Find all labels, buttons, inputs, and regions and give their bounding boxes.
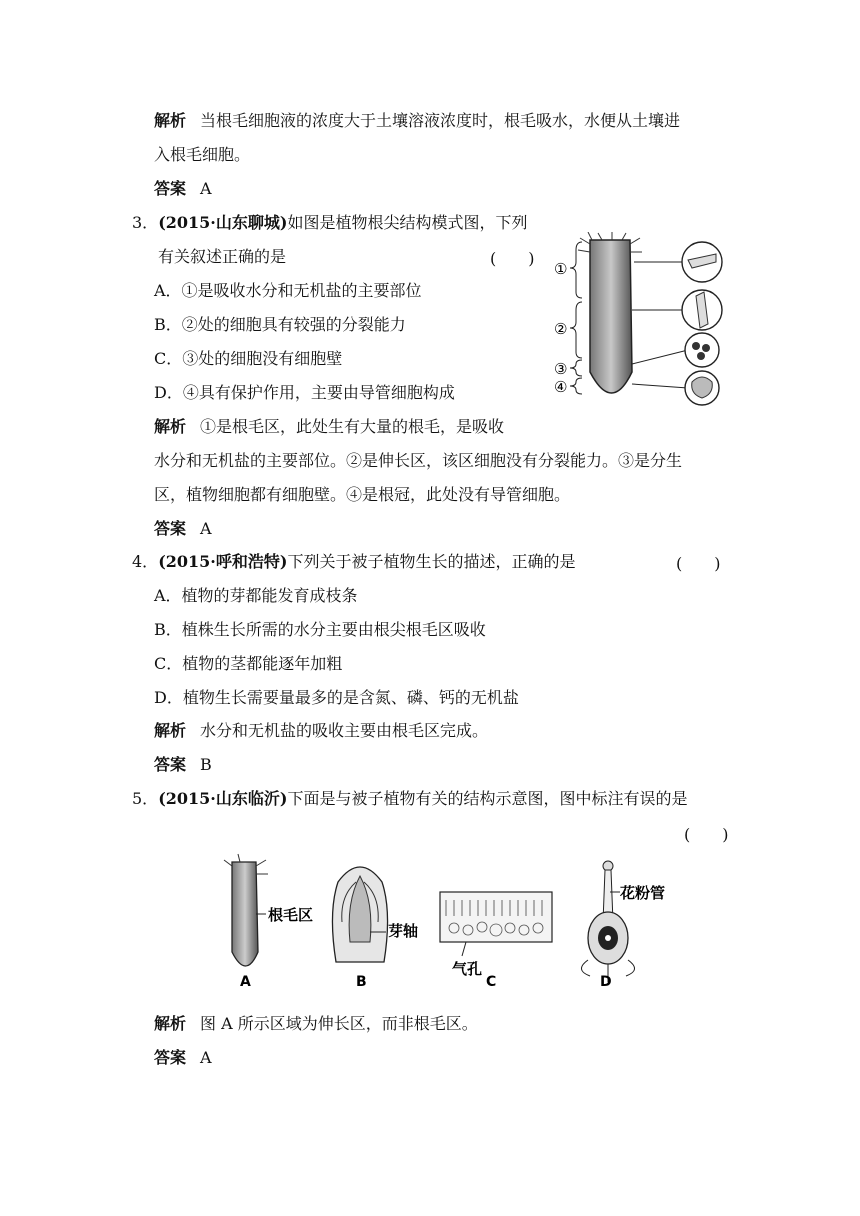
question-number: 5． bbox=[132, 789, 159, 808]
label-pollen-tube: 花粉管 bbox=[620, 884, 666, 902]
figure-a-root-tip bbox=[224, 854, 313, 966]
analysis-label: 解析 bbox=[154, 417, 187, 436]
label-3: ③ bbox=[554, 360, 568, 378]
answer-label: 答案 bbox=[154, 1048, 187, 1067]
q4-answer bbox=[154, 754, 212, 776]
q2-analysis-line2: 入根毛细胞。 bbox=[154, 145, 251, 164]
answer-label: 答案 bbox=[154, 755, 187, 774]
label-4: ④ bbox=[554, 378, 568, 396]
q5-answer bbox=[154, 1047, 212, 1069]
answer-value: A bbox=[200, 519, 212, 538]
analysis-text: 当根毛细胞液的浓度大于土壤溶液浓度时，根毛吸水，水便从土壤进 bbox=[200, 111, 681, 130]
plant-structures-figure bbox=[210, 852, 680, 992]
meristem-cell-circle bbox=[685, 333, 719, 367]
q3-option-b: B．②处的细胞具有较强的分裂能力 bbox=[154, 315, 406, 334]
label-1: ① bbox=[554, 260, 568, 278]
q3-analysis-line1 bbox=[154, 416, 504, 438]
label-stoma: 气孔 bbox=[452, 960, 483, 978]
label-2: ② bbox=[554, 320, 568, 338]
q4-option-c: C．植物的茎都能逐年加粗 bbox=[154, 654, 343, 673]
q3-analysis-line2: 水分和无机盐的主要部位。②是伸长区，该区细胞没有分裂能力。③是分生 bbox=[154, 451, 683, 470]
q3-option-c: C．③处的细胞没有细胞壁 bbox=[154, 349, 343, 368]
q3-analysis-line3: 区，植物细胞都有细胞壁。④是根冠，此处没有导管细胞。 bbox=[154, 485, 571, 504]
brace-4 bbox=[570, 378, 582, 394]
analysis-label: 解析 bbox=[154, 111, 187, 130]
answer-value: B bbox=[200, 755, 212, 774]
question-source: (2015·山东临沂) bbox=[158, 789, 288, 808]
figure-letter-c: C bbox=[486, 974, 497, 990]
analysis-label: 解析 bbox=[154, 721, 187, 740]
figure-d-pistil bbox=[581, 861, 665, 982]
q5-analysis bbox=[154, 1013, 478, 1035]
answer-label: 答案 bbox=[154, 519, 187, 538]
q3-answer bbox=[154, 518, 212, 540]
analysis-text: 水分和无机盐的吸收主要由根毛区完成。 bbox=[200, 721, 489, 740]
q4-option-b: B．植株生长所需的水分主要由根尖根毛区吸收 bbox=[154, 620, 486, 639]
figure-letter-a: A bbox=[240, 974, 251, 990]
brace-2 bbox=[570, 302, 582, 358]
question-source: (2015·呼和浩特) bbox=[158, 552, 288, 571]
root-tip-figure bbox=[552, 232, 732, 412]
q2-analysis-line1 bbox=[154, 110, 680, 132]
q3-stem-line2: 有关叙述正确的是 bbox=[158, 247, 287, 266]
figure-letter-b: B bbox=[356, 974, 367, 990]
q3-stem-line1 bbox=[132, 212, 527, 234]
question-source: (2015·山东聊城) bbox=[158, 213, 288, 232]
figure-letter-d: D bbox=[600, 974, 612, 990]
q3-option-a: A．①是吸收水分和无机盐的主要部位 bbox=[154, 281, 422, 300]
analysis-text: ①是根毛区，此处生有大量的根毛，是吸收 bbox=[200, 417, 505, 436]
q2-answer bbox=[154, 178, 212, 200]
question-stem: 如图是植物根尖结构模式图，下列 bbox=[287, 213, 528, 232]
q4-answer-bracket: ( ) bbox=[676, 554, 721, 573]
answer-value: A bbox=[200, 179, 212, 198]
q4-option-d: D．植物生长需要量最多的是含氮、磷、钙的无机盐 bbox=[154, 688, 519, 707]
q4-analysis bbox=[154, 720, 488, 742]
q3-answer-bracket: ( ) bbox=[490, 249, 535, 268]
answer-label: 答案 bbox=[154, 179, 187, 198]
q4-option-a: A．植物的芽都能发育成枝条 bbox=[154, 586, 358, 605]
q5-answer-bracket: ( ) bbox=[684, 825, 729, 844]
q5-stem bbox=[132, 788, 687, 810]
q3-option-d: D．④具有保护作用，主要由导管细胞构成 bbox=[154, 383, 455, 402]
question-stem: 下面是与被子植物有关的结构示意图，图中标注有误的是 bbox=[287, 789, 688, 808]
question-number: 4． bbox=[132, 552, 159, 571]
brace-3 bbox=[570, 360, 582, 376]
figure-c-leaf-section bbox=[440, 892, 552, 978]
label-root-hair-zone: 根毛区 bbox=[268, 906, 314, 924]
root-shape bbox=[590, 240, 632, 393]
q4-stem bbox=[132, 551, 575, 573]
analysis-label: 解析 bbox=[154, 1014, 187, 1033]
figure-b-bud bbox=[332, 867, 418, 962]
analysis-text: 图 A 所示区域为伸长区，而非根毛区。 bbox=[200, 1014, 478, 1033]
answer-value: A bbox=[200, 1048, 212, 1067]
label-bud-axis: 芽轴 bbox=[388, 922, 419, 940]
question-stem: 下列关于被子植物生长的描述，正确的是 bbox=[287, 552, 576, 571]
question-number: 3． bbox=[132, 213, 159, 232]
